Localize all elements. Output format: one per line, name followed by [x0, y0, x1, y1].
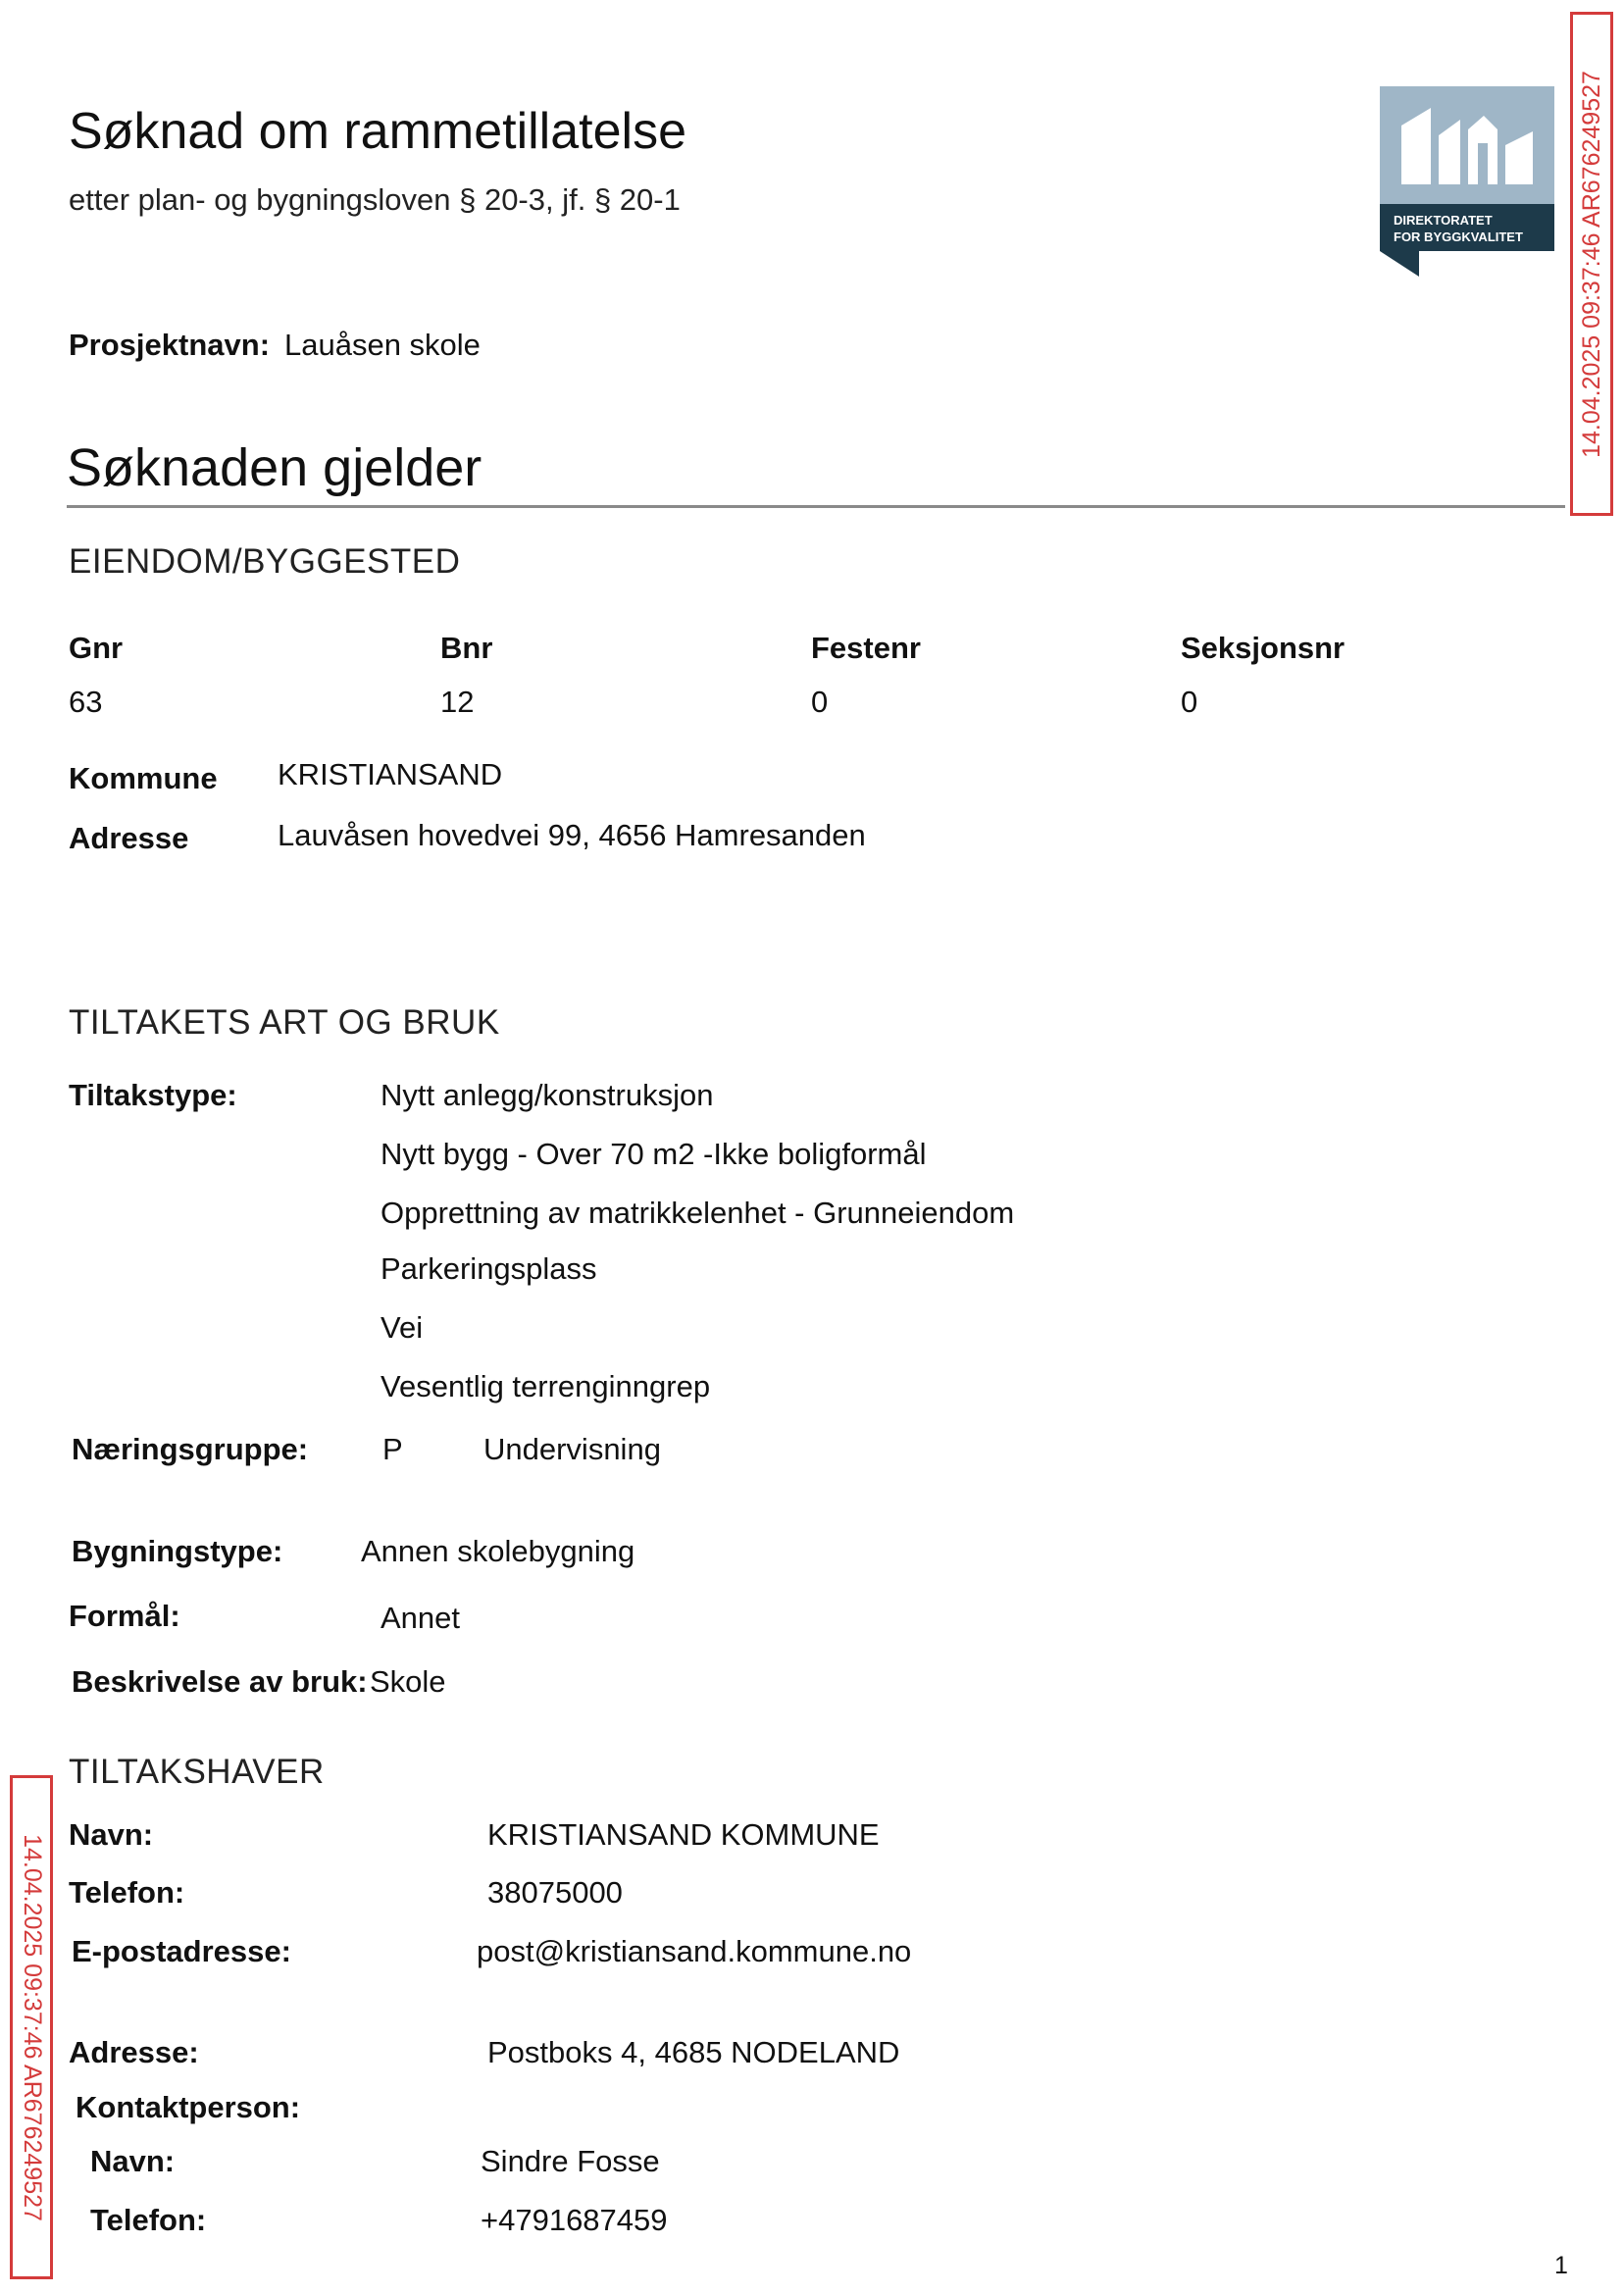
gnr-label: Gnr — [69, 631, 124, 665]
seksjonsnr-value: 0 — [1181, 685, 1198, 719]
owner-address-value: Postboks 4, 4685 NODELAND — [487, 2035, 900, 2069]
bygningstype-value: Annen skolebygning — [361, 1534, 635, 1568]
document-subtitle: etter plan- og bygningsloven § 20-3, jf. § 20-1 — [69, 182, 681, 217]
dibk-logo — [1380, 86, 1554, 277]
contact-phone-label: Telefon: — [90, 2203, 207, 2237]
document-title: Søknad om rammetillatelse — [69, 103, 686, 160]
beskrivelse-label: Beskrivelse av bruk: — [72, 1664, 368, 1699]
owner-name-value: KRISTIANSAND KOMMUNE — [487, 1817, 880, 1852]
owner-email-label: E-postadresse: — [72, 1934, 291, 1968]
contact-name-value: Sindre Fosse — [481, 2144, 660, 2178]
formal-label: Formål: — [69, 1599, 180, 1633]
festenr-value: 0 — [811, 685, 829, 719]
owner-phone-label: Telefon: — [69, 1875, 185, 1910]
timestamp-stamp-top: 14.04.2025 09:37:46 AR676249527 — [1570, 12, 1613, 516]
project-value: Lauåsen skole — [284, 328, 481, 362]
naeringsgruppe-label: Næringsgruppe: — [72, 1432, 309, 1466]
property-heading: EIENDOM/BYGGESTED — [69, 542, 461, 581]
bnr-value: 12 — [440, 685, 475, 719]
tiltakstype-item: Nytt bygg - Over 70 m2 -Ikke boligformål — [381, 1137, 927, 1171]
tiltakstype-item: Nytt anlegg/konstruksjon — [381, 1078, 714, 1112]
owner-name-label: Navn: — [69, 1817, 154, 1852]
bygningstype-label: Bygningstype: — [72, 1534, 283, 1568]
owner-heading: TILTAKSHAVER — [69, 1753, 325, 1791]
seksjonsnr-label: Seksjonsnr — [1181, 631, 1345, 665]
owner-email-value: post@kristiansand.kommune.no — [477, 1934, 912, 1968]
measure-heading: TILTAKETS ART OG BRUK — [69, 1003, 500, 1042]
heading-divider — [67, 505, 1565, 508]
tiltakstype-label: Tiltakstype: — [69, 1078, 237, 1112]
adresse-label: Adresse — [69, 821, 189, 855]
adresse-value: Lauvåsen hovedvei 99, 4656 Hamresanden — [278, 818, 866, 852]
page-number: 1 — [1554, 2252, 1568, 2279]
tiltakstype-item: Vei — [381, 1310, 424, 1345]
naeringsgruppe-code: P — [382, 1432, 403, 1466]
tiltakstype-item: Parkeringsplass — [381, 1251, 597, 1286]
owner-phone-value: 38075000 — [487, 1875, 623, 1910]
svg-text:FOR BYGGKVALITET: FOR BYGGKVALITET — [1394, 229, 1523, 244]
tiltakstype-item: Vesentlig terrenginngrep — [381, 1369, 711, 1403]
formal-value: Annet — [381, 1601, 461, 1635]
gnr-value: 63 — [69, 685, 103, 719]
festenr-label: Festenr — [811, 631, 921, 665]
timestamp-stamp-bottom: 14.04.2025 09:37:46 AR676249527 — [10, 1775, 53, 2279]
bnr-label: Bnr — [440, 631, 493, 665]
kommune-label: Kommune — [69, 761, 218, 795]
contact-person-label: Kontaktperson: — [76, 2090, 301, 2124]
main-heading: Søknaden gjelder — [67, 438, 482, 497]
contact-phone-value: +4791687459 — [481, 2203, 668, 2237]
project-label: Prosjektnavn: — [69, 328, 271, 362]
beskrivelse-value: Skole — [370, 1664, 446, 1699]
tiltakstype-item: Opprettning av matrikkelenhet - Grunneiendom — [381, 1196, 1015, 1230]
kommune-value: KRISTIANSAND — [278, 757, 503, 791]
svg-text:DIREKTORATET: DIREKTORATET — [1394, 213, 1493, 228]
owner-address-label: Adresse: — [69, 2035, 199, 2069]
contact-name-label: Navn: — [90, 2144, 176, 2178]
naeringsgruppe-value: Undervisning — [483, 1432, 661, 1466]
